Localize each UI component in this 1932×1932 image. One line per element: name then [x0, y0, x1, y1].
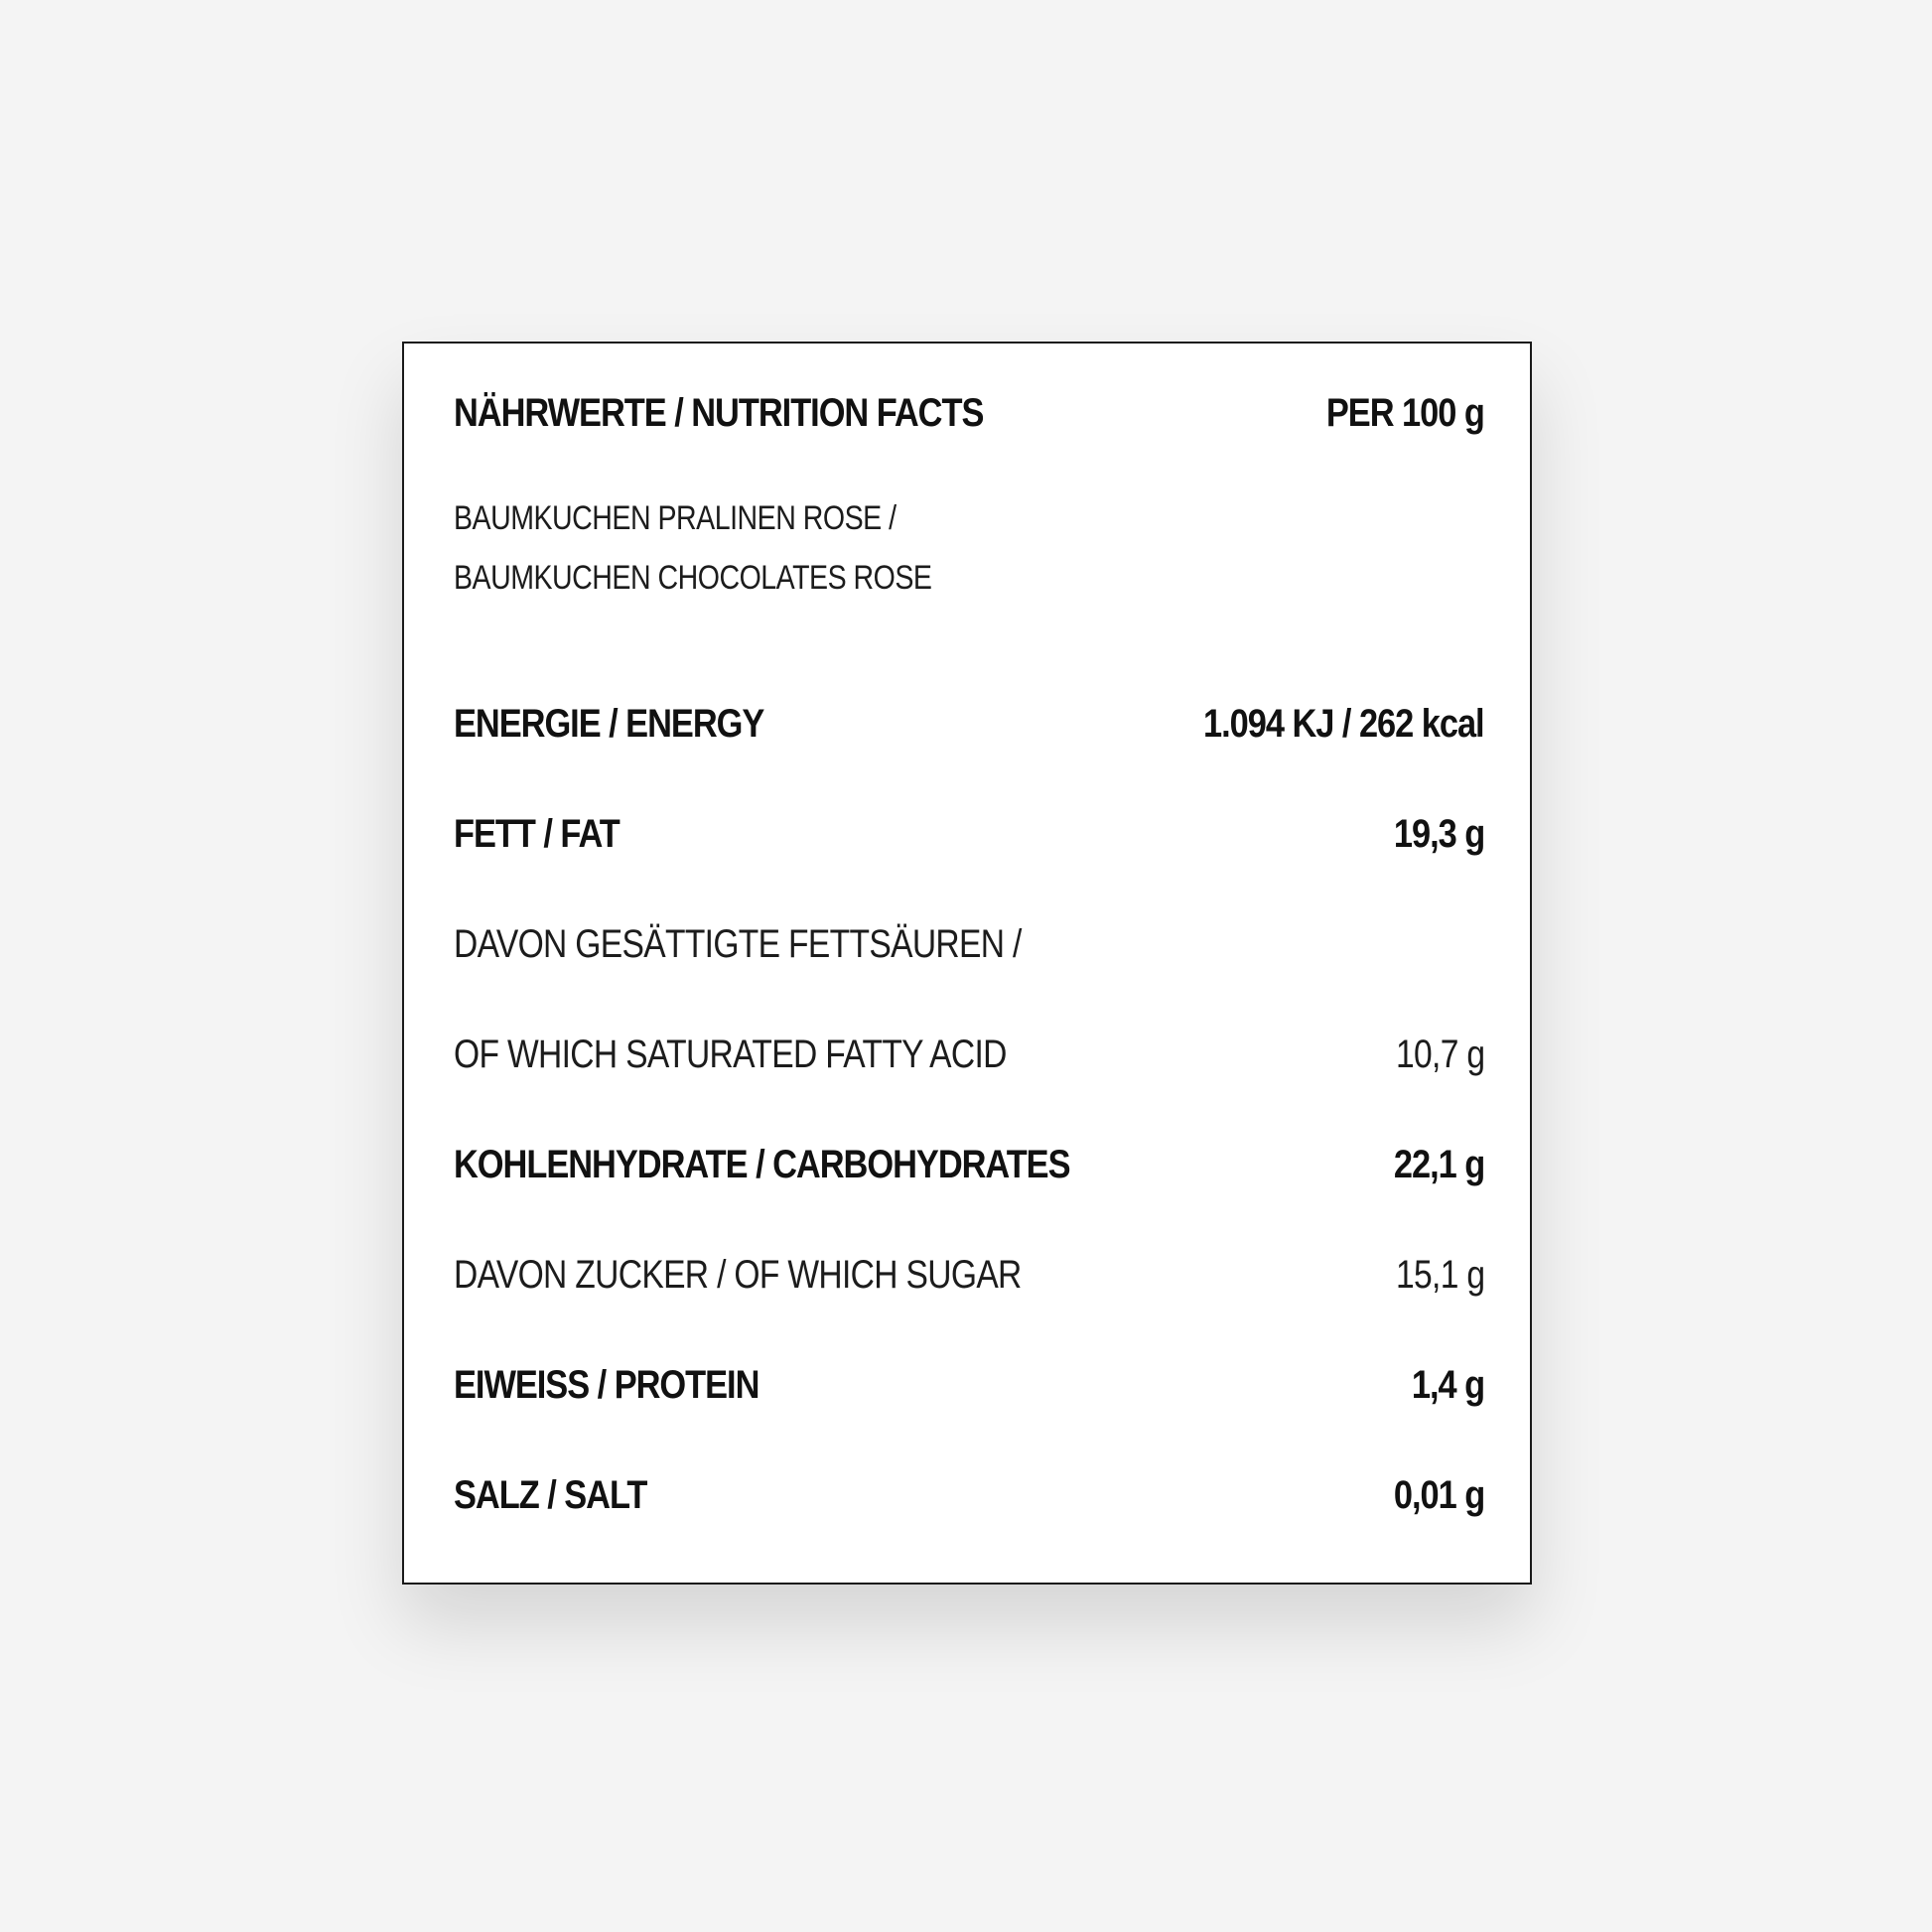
per-100g-label: PER 100 g	[1326, 390, 1484, 435]
nutrient-row-protein	[454, 1355, 1484, 1415]
nutrient-label: ENERGIE / ENERGY	[454, 701, 764, 746]
product-name-line-1: BAUMKUCHEN PRALINEN ROSE /	[454, 499, 897, 537]
nutrient-label: DAVON GESÄTTIGTE FETTSÄUREN /	[454, 921, 1022, 966]
nutrient-label: SALZ / SALT	[454, 1472, 647, 1517]
nutrition-title: NÄHRWERTE / NUTRITION FACTS	[454, 390, 984, 435]
nutrient-value: 1.094 KJ / 262 kcal	[1203, 701, 1484, 746]
nutrient-row-energy	[454, 694, 1484, 754]
nutrient-row-saturated-label	[454, 914, 1484, 974]
nutrient-value: 19,3 g	[1393, 811, 1484, 856]
nutrient-label: FETT / FAT	[454, 811, 620, 856]
nutrient-row-saturated	[454, 1025, 1484, 1084]
header-row	[454, 383, 1484, 443]
nutrient-value: 22,1 g	[1393, 1142, 1484, 1186]
nutrient-value: 1,4 g	[1411, 1362, 1484, 1407]
nutrition-facts-card	[402, 342, 1532, 1585]
nutrient-value: 10,7 g	[1395, 1032, 1484, 1076]
nutrient-row-sugar	[454, 1245, 1484, 1305]
nutrient-label: KOHLENHYDRATE / CARBOHYDRATES	[454, 1142, 1070, 1186]
nutrient-row-salt	[454, 1465, 1484, 1525]
product-name	[454, 488, 931, 608]
product-name-line-2: BAUMKUCHEN CHOCOLATES ROSE	[454, 559, 932, 597]
nutrient-label: EIWEISS / PROTEIN	[454, 1362, 759, 1407]
nutrient-value: 0,01 g	[1393, 1472, 1484, 1517]
nutrient-row-fat	[454, 804, 1484, 864]
nutrient-label: DAVON ZUCKER / OF WHICH SUGAR	[454, 1252, 1022, 1297]
nutrient-label: OF WHICH SATURATED FATTY ACID	[454, 1032, 1007, 1076]
nutrient-value: 15,1 g	[1395, 1252, 1484, 1297]
nutrient-row-carbohydrates	[454, 1135, 1484, 1194]
